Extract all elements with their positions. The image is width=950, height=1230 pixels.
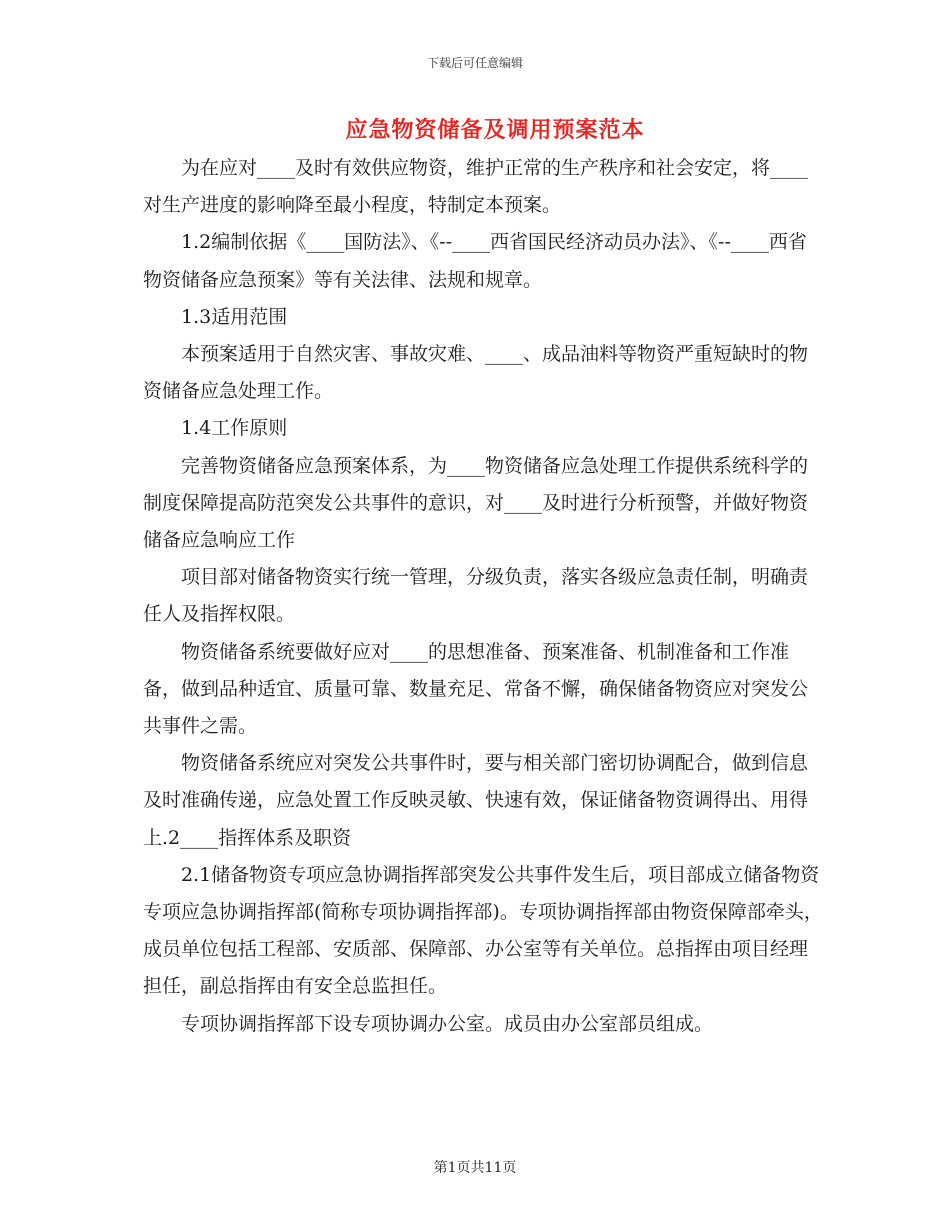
heading-principles: 1.4工作原则 xyxy=(181,417,288,440)
paragraph-basis: 1.2编制依据《____国防法》、《--____西省国民经济动员办法》、《--____西省物资储备应急预案》等有关法律、法规和规章。 xyxy=(143,231,807,291)
document-title: 应急物资储备及调用预案范本 xyxy=(345,117,645,143)
heading-scope: 1.3适用范围 xyxy=(181,305,288,328)
paragraph-principle-3: 物资储备系统要做好应对____的思想准备、预案准备、机制准备和工作准备，做到品种适宜、质量可靠、数量充足、常备不懈，确保储备物资应对突发公共事件之需。 xyxy=(143,640,809,738)
paragraph-office: 专项协调指挥部下设专项协调办公室。成员由办公室部员组成。 xyxy=(181,1012,714,1035)
paragraph-scope: 本预案适用于自然灾害、事故灾难、____、成品油料等物资严重短缺时的物资储备应急处理工作。 xyxy=(143,343,809,403)
paragraph-intro: 为在应对____及时有效供应物资，维护正常的生产秩序和社会安定，将____对生产进度的影响降至最小程度，特制定本预案。 xyxy=(143,157,809,217)
document-body xyxy=(143,150,823,1043)
page-indicator: 第1页共11页 xyxy=(433,1160,517,1176)
paragraph-principle-1: 完善物资储备应急预案体系，为____物资储备应急处理工作提供系统科学的制度保障提高防范突发公共事件的意识，对____及时进行分析预警，并做好物资储备应急响应工作 xyxy=(143,454,809,552)
header-note: 下载后可任意编辑 xyxy=(426,56,523,70)
paragraph-principle-4: 物资储备系统应对突发公共事件时，要与相关部门密切协调配合，做到信息及时准确传递，应急处置工作反映灵敏、快速有效，保证储备物资调得出、用得上.2____指挥体系及职资 xyxy=(143,752,809,849)
paragraph-command: 2.1储备物资专项应急协调指挥部突发公共事件发生后，项目部成立储备物资专项应急协调指挥部(简称专项协调指挥部)。专项协调指挥部由物资保障部牵头，成员单位包括工程部、安质部、保障部、办公室等有关单位。总指挥由项目经理担任，副总指挥由有安全总监担任。 xyxy=(143,863,823,998)
paragraph-principle-2: 项目部对储备物资实行统一管理，分级负责，落实各级应急责任制，明确责任人及指挥权限。 xyxy=(143,566,809,626)
